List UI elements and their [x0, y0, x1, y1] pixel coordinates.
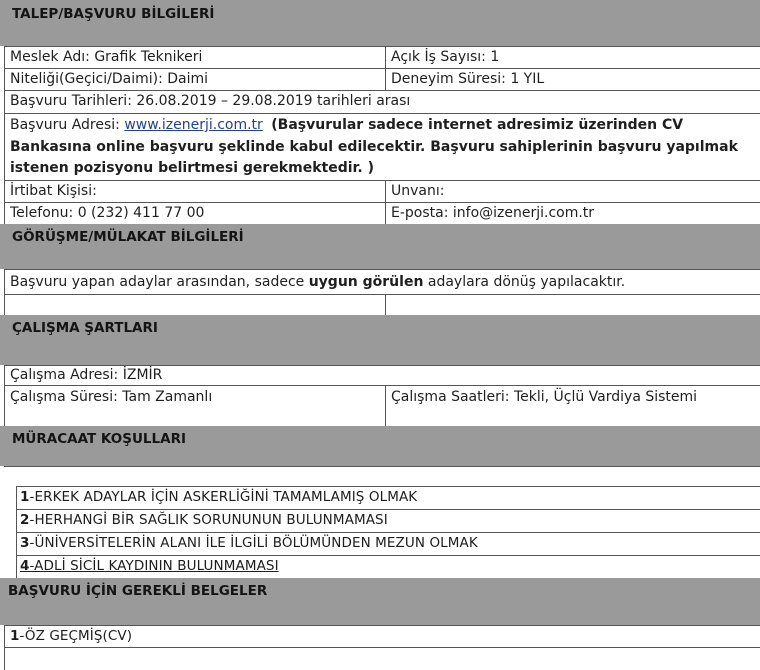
- calisma-adresi: Çalışma Adresi: İZMİR: [10, 367, 163, 383]
- calisma-saatleri: Çalışma Saatleri: Tekli, Üçlü Vardiya Sistemi: [391, 389, 698, 405]
- section-title: GÖRÜŞME/MÜLAKAT BİLGİLERİ: [12, 229, 244, 245]
- unvani: Unvanı:: [391, 183, 445, 199]
- muracaat-item: 1-ERKEK ADAYLAR İÇİN ASKERLİĞİNİ TAMAMLAMIŞ OLMAK: [20, 489, 418, 505]
- telefon: Telefonu: 0 (232) 411 77 00: [10, 205, 205, 221]
- e-posta[interactable]: E-posta: info@izenerji.com.tr: [391, 205, 595, 221]
- section-header-talep: [0, 0, 760, 46]
- basvuru-adresi: [10, 117, 683, 133]
- section-header-muracaat: [0, 426, 760, 466]
- acik-is-sayisi: Açık İş Sayısı: 1: [391, 49, 500, 65]
- section-title: MÜRACAAT KOŞULLARI: [12, 431, 186, 447]
- basvuru-adresi-label: Başvuru Adresi:: [10, 117, 125, 133]
- niteligi: Niteliği(Geçici/Daimi): Daimi: [10, 71, 209, 87]
- basvuru-tarihleri: Başvuru Tarihleri: 26.08.2019 – 29.08.2019 tarihleri arası: [10, 93, 411, 109]
- section-title: TALEP/BAŞVURU BİLGİLERİ: [12, 6, 215, 22]
- muracaat-item: 3-ÜNİVERSİTELERİN ALANI İLE İLGİLİ BÖLÜMÜNDEN MEZUN OLMAK: [20, 535, 478, 551]
- section-header-gorusme: [0, 224, 760, 269]
- website-link[interactable]: www.izenerji.com.tr: [124, 117, 263, 133]
- uygun-gorulen: uygun görülen: [308, 274, 424, 290]
- belge-item: 1-ÖZ GEÇMİŞ(CV): [10, 628, 133, 644]
- irtibat-kisisi: İrtibat Kişisi:: [10, 183, 97, 199]
- muracaat-item: 4-ADLİ SİCİL KAYDININ BULUNMAMASI: [20, 558, 279, 574]
- calisma-suresi: Çalışma Süresi: Tam Zamanlı: [10, 389, 213, 405]
- basvuru-note-line3: istenen pozisyonu belirtmesi gerekmektedir. ): [10, 160, 375, 176]
- section-title: BAŞVURU İÇİN GEREKLİ BELGELER: [8, 583, 268, 599]
- section-header-calisma: [0, 315, 760, 365]
- section-header-belgeler: [0, 578, 760, 625]
- gorusme-info: Başvuru yapan adaylar arasından, sadece uygun görülen adaylara dönüş yapılacaktır.: [10, 274, 626, 290]
- muracaat-item: 2-HERHANGİ BİR SAĞLIK SORUNUNUN BULUNMAMASI: [20, 512, 388, 528]
- meslek-adi: Meslek Adı: Grafik Teknikeri: [10, 49, 203, 65]
- section-title: ÇALIŞMA ŞARTLARI: [12, 320, 158, 336]
- basvuru-note-line2: Bankasına online başvuru şeklinde kabul edilecektir. Başvuru sahiplerinin başvuru yapılmak: [10, 139, 738, 155]
- basvuru-note-line1: (Başvurular sadece internet adresimiz üzerinden CV: [271, 117, 684, 133]
- deneyim-suresi: Deneyim Süresi: 1 YIL: [391, 71, 545, 87]
